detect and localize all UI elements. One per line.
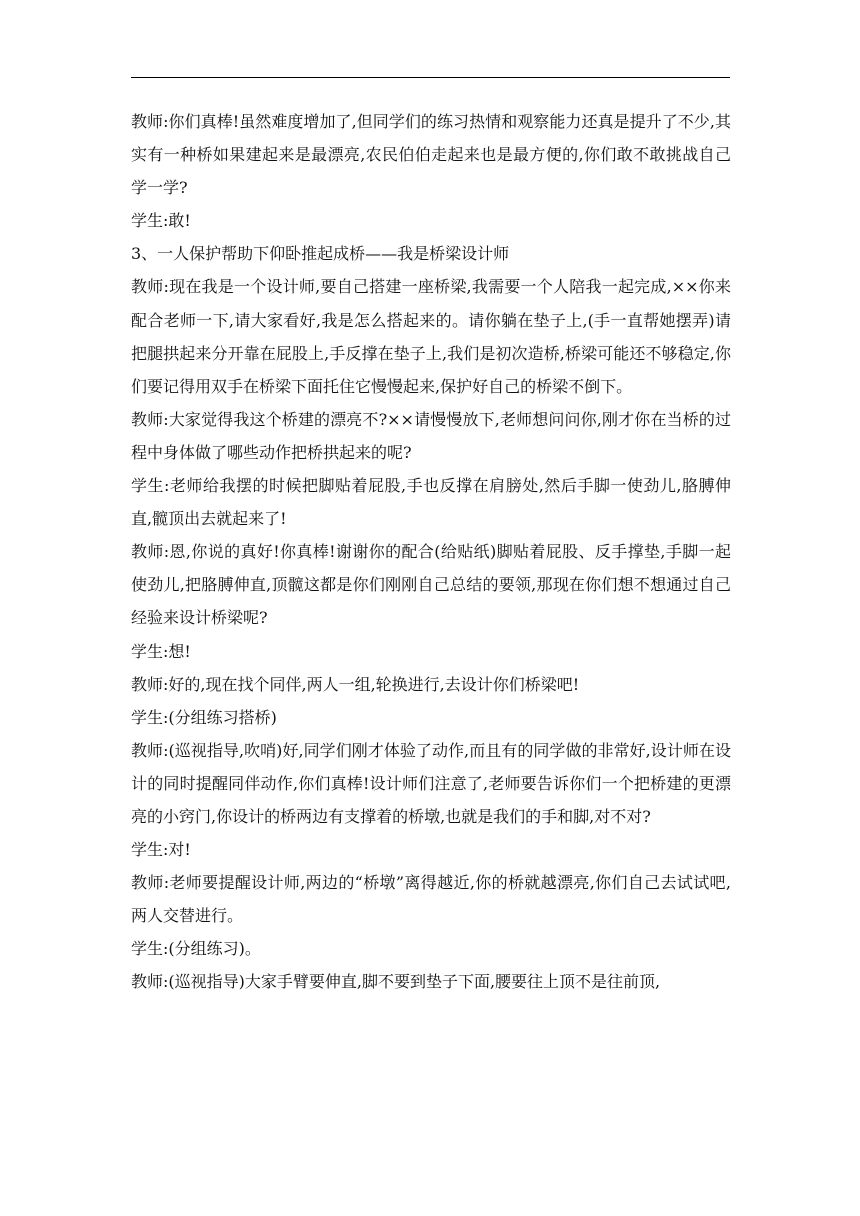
paragraph-student-right: 学生:对! <box>131 840 191 860</box>
paragraph-teacher-summary: 教师:恩,你说的真好!你真棒!谢谢你的配合(给贴纸)脚贴着屁股、反手撑垫,手脚一起使劲儿,把胳膊伸直,顶髋这都是你们刚刚自己总结的要领,那现在你们想不想通过自己经验来设计桥梁呢? <box>131 542 731 628</box>
paragraph-teacher-group: 教师:好的,现在找个同伴,两人一组,轮换进行,去设计你们桥梁吧! <box>131 674 580 694</box>
paragraph-student-practice: 学生:(分组练习搭桥) <box>131 707 277 727</box>
document-body <box>131 105 731 999</box>
paragraph-student-dare: 学生:敢! <box>131 211 191 231</box>
paragraph-teacher-tip: 教师:(巡视指导,吹哨)好,同学们刚才体验了动作,而且有的同学做的非常好,设计师在设计的同时提醒同伴动作,你们真棒!设计师们注意了,老师要告诉你们一个把桥建的更漂亮的小窍门,你设计的桥两边有支撑着的桥墩,也就是我们的手和脚,对不对? <box>131 740 731 826</box>
paragraph-teacher-question: 教师:大家觉得我这个桥建的漂亮不?××请慢慢放下,老师想问问你,刚才你在当桥的过程中身体做了哪些动作把桥拱起来的呢? <box>131 409 731 462</box>
paragraph-teacher-reminder: 教师:老师要提醒设计师,两边的“桥墩”离得越近,你的桥就越漂亮,你们自己去试试吧,两人交替进行。 <box>131 873 731 926</box>
section-heading-bridge-designer: 3、一人保护帮助下仰卧推起成桥——我是桥梁设计师 <box>131 244 510 264</box>
paragraph-teacher-guidance: 教师:(巡视指导)大家手臂要伸直,脚不要到垫子下面,腰要往上顶不是往前顶, <box>131 972 661 992</box>
paragraph-teacher-demo: 教师:现在我是一个设计师,要自己搭建一座桥梁,我需要一个人陪我一起完成,××你来配合老师一下,请大家看好,我是怎么搭起来的。请你躺在垫子上,(手一直帮她摆弄)请把腿拱起来分开靠在屁股上,手反撑在垫子上,我们是初次造桥,桥梁可能还不够稳定,你们要记得用双手在桥梁下面托住它慢慢起来,保护好自己的桥梁不倒下。 <box>131 277 731 396</box>
paragraph-student-want: 学生:想! <box>131 641 191 661</box>
paragraph-student-answer: 学生:老师给我摆的时候把脚贴着屁股,手也反撑在肩膀处,然后手脚一使劲儿,胳膊伸直,髋顶出去就起来了! <box>131 476 731 529</box>
paragraph-teacher-challenge: 教师:你们真棒!虽然难度增加了,但同学们的练习热情和观察能力还真是提升了不少,其实有一种桥如果建起来是最漂亮,农民伯伯走起来也是最方便的,你们敢不敢挑战自己学一学? <box>131 112 731 198</box>
paragraph-student-group-practice: 学生:(分组练习)。 <box>131 939 261 959</box>
header-rule <box>131 77 730 78</box>
